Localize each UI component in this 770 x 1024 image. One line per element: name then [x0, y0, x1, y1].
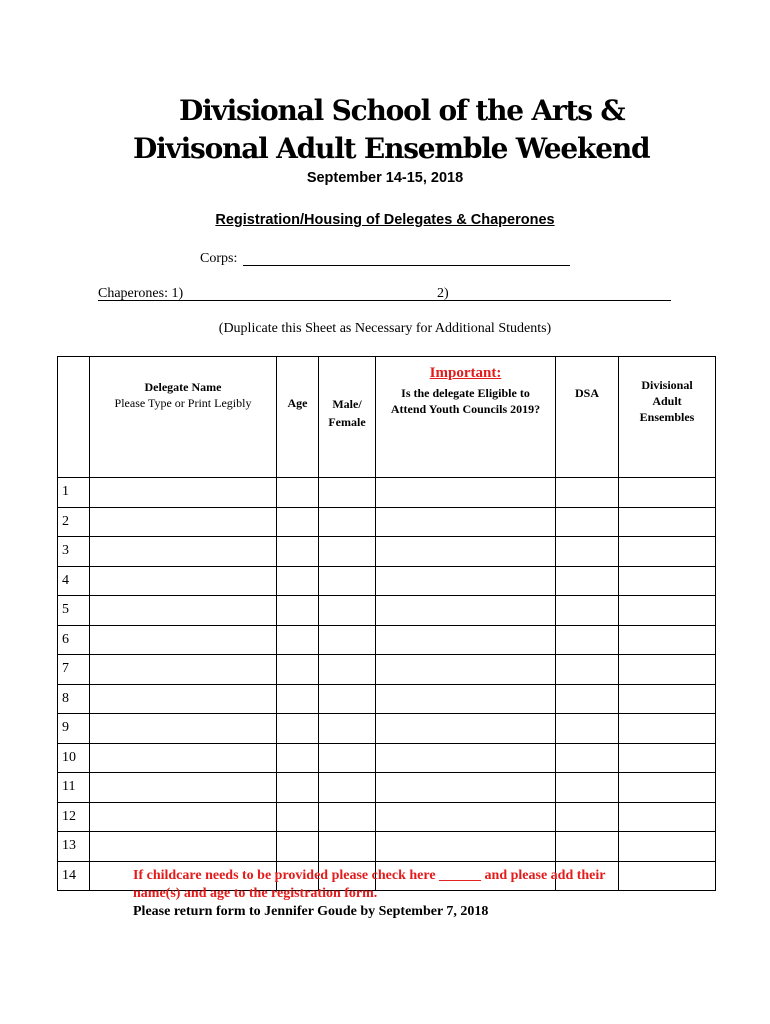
return-note: Please return form to Jennifer Goude by September 7, 2018	[133, 904, 489, 919]
row-number: 7	[58, 655, 90, 685]
header-number	[58, 357, 90, 478]
divisional-cell[interactable]	[619, 478, 716, 508]
delegate-name-cell[interactable]	[90, 537, 277, 567]
chaperone-2-field[interactable]	[437, 300, 671, 301]
row-number: 12	[58, 802, 90, 832]
male-female-cell[interactable]	[319, 596, 376, 626]
delegate-name-cell[interactable]	[90, 743, 277, 773]
header-delegate-name-sub: Please Type or Print Legibly	[114, 396, 252, 410]
dsa-cell[interactable]	[556, 832, 619, 862]
corps-label: Corps:	[200, 251, 238, 266]
divisional-cell[interactable]	[619, 537, 716, 567]
delegate-name-cell[interactable]	[90, 566, 277, 596]
divisional-cell[interactable]	[619, 861, 716, 891]
male-female-cell[interactable]	[319, 743, 376, 773]
delegate-name-cell[interactable]	[90, 832, 277, 862]
header-eligible-line-1: Is the delegate Eligible to	[401, 386, 530, 400]
male-female-cell[interactable]	[319, 714, 376, 744]
delegate-name-cell[interactable]	[90, 773, 277, 803]
header-dsa-label: DSA	[574, 386, 599, 400]
header-age-label: Age	[287, 396, 308, 410]
male-female-cell[interactable]	[319, 773, 376, 803]
dsa-cell[interactable]	[556, 684, 619, 714]
male-female-cell[interactable]	[319, 537, 376, 567]
header-dsa	[556, 357, 619, 478]
header-divisional-line-3: Ensembles	[639, 410, 695, 424]
delegate-name-cell[interactable]	[90, 478, 277, 508]
delegate-name-cell[interactable]	[90, 684, 277, 714]
header-female-label: Female	[328, 415, 366, 429]
dsa-cell[interactable]	[556, 537, 619, 567]
table-row	[58, 655, 716, 685]
male-female-cell[interactable]	[319, 802, 376, 832]
important-label: Important:	[429, 365, 502, 381]
divisional-cell[interactable]	[619, 625, 716, 655]
eligible-cell[interactable]	[376, 802, 556, 832]
row-number: 1	[58, 478, 90, 508]
age-cell[interactable]	[277, 743, 319, 773]
age-cell[interactable]	[277, 655, 319, 685]
male-female-cell[interactable]	[319, 478, 376, 508]
header-divisional-line-2: Adult	[652, 394, 682, 408]
form-title-line-2: Divisonal Adult Ensemble Weekend	[133, 132, 650, 165]
age-cell[interactable]	[277, 507, 319, 537]
male-female-cell[interactable]	[319, 625, 376, 655]
eligible-cell[interactable]	[376, 655, 556, 685]
divisional-cell[interactable]	[619, 832, 716, 862]
table-row	[58, 596, 716, 626]
chaperone-1-field[interactable]	[195, 300, 437, 301]
registration-heading-text: Registration/Housing of Delegates & Chaperones	[215, 212, 555, 228]
event-date: September 14-15, 2018	[306, 170, 464, 186]
divisional-cell[interactable]	[619, 655, 716, 685]
table-row	[58, 802, 716, 832]
childcare-note-line-1: If childcare needs to be provided please check here ______ and please add their	[133, 868, 606, 883]
age-cell[interactable]	[277, 478, 319, 508]
row-number: 13	[58, 832, 90, 862]
age-cell[interactable]	[277, 566, 319, 596]
table-row	[58, 566, 716, 596]
male-female-cell[interactable]	[319, 655, 376, 685]
dsa-cell[interactable]	[556, 714, 619, 744]
form-title-line-1: Divisional School of the Arts &	[179, 94, 625, 127]
delegate-name-cell[interactable]	[90, 714, 277, 744]
table-row	[58, 625, 716, 655]
eligible-cell[interactable]	[376, 507, 556, 537]
age-cell[interactable]	[277, 802, 319, 832]
table-row	[58, 478, 716, 508]
age-cell[interactable]	[277, 714, 319, 744]
divisional-cell[interactable]	[619, 566, 716, 596]
delegate-name-cell[interactable]	[90, 655, 277, 685]
dsa-cell[interactable]	[556, 743, 619, 773]
header-eligible-line-2: Attend Youth Councils 2019?	[390, 402, 541, 416]
age-cell[interactable]	[277, 773, 319, 803]
delegate-table-body	[58, 478, 716, 891]
divisional-cell[interactable]	[619, 714, 716, 744]
divisional-cell[interactable]	[619, 743, 716, 773]
divisional-cell[interactable]	[619, 773, 716, 803]
dsa-cell[interactable]	[556, 507, 619, 537]
dsa-cell[interactable]	[556, 655, 619, 685]
row-number: 5	[58, 596, 90, 626]
delegate-name-cell[interactable]	[90, 507, 277, 537]
dsa-cell[interactable]	[556, 566, 619, 596]
row-number: 2	[58, 507, 90, 537]
age-cell[interactable]	[277, 832, 319, 862]
age-cell[interactable]	[277, 684, 319, 714]
row-number: 9	[58, 714, 90, 744]
eligible-cell[interactable]	[376, 478, 556, 508]
dsa-cell[interactable]	[556, 802, 619, 832]
table-header-row	[58, 357, 716, 478]
age-cell[interactable]	[277, 537, 319, 567]
dsa-cell[interactable]	[556, 773, 619, 803]
header-eligible	[376, 357, 556, 478]
eligible-cell[interactable]	[376, 596, 556, 626]
chaperone-label-underline	[98, 300, 195, 301]
registration-heading	[0, 212, 770, 228]
corps-field[interactable]	[243, 265, 570, 266]
chaperone-2-label: 2)	[437, 286, 449, 301]
header-divisional-line-1: Divisional	[641, 378, 693, 392]
delegate-table	[57, 356, 716, 891]
row-number: 6	[58, 625, 90, 655]
dsa-cell[interactable]	[556, 625, 619, 655]
age-cell[interactable]	[277, 596, 319, 626]
delegate-name-cell[interactable]	[90, 625, 277, 655]
male-female-cell[interactable]	[319, 566, 376, 596]
eligible-cell[interactable]	[376, 773, 556, 803]
duplicate-note: (Duplicate this Sheet as Necessary for Additional Students)	[218, 321, 552, 336]
eligible-cell[interactable]	[376, 743, 556, 773]
chaperone-1-label: Chaperones: 1)	[98, 286, 184, 301]
header-delegate-name	[90, 357, 277, 478]
row-number: 14	[58, 861, 90, 891]
header-male-female	[319, 357, 376, 478]
dsa-cell[interactable]	[556, 478, 619, 508]
male-female-cell[interactable]	[319, 684, 376, 714]
age-cell[interactable]	[277, 625, 319, 655]
row-number: 4	[58, 566, 90, 596]
table-row	[58, 684, 716, 714]
row-number: 10	[58, 743, 90, 773]
header-delegate-name-label: Delegate Name	[144, 380, 222, 394]
childcare-note-line-2: name(s) and age to the registration form.	[133, 886, 378, 901]
header-male-label: Male/	[332, 397, 362, 411]
table-row	[58, 773, 716, 803]
row-number: 3	[58, 537, 90, 567]
eligible-cell[interactable]	[376, 832, 556, 862]
delegate-name-cell[interactable]	[90, 596, 277, 626]
male-female-cell[interactable]	[319, 507, 376, 537]
delegate-name-cell[interactable]	[90, 802, 277, 832]
table-row	[58, 507, 716, 537]
eligible-cell[interactable]	[376, 537, 556, 567]
divisional-cell[interactable]	[619, 507, 716, 537]
eligible-cell[interactable]	[376, 714, 556, 744]
table-row	[58, 832, 716, 862]
row-number: 11	[58, 773, 90, 803]
divisional-cell[interactable]	[619, 684, 716, 714]
eligible-cell[interactable]	[376, 684, 556, 714]
table-row	[58, 714, 716, 744]
divisional-cell[interactable]	[619, 596, 716, 626]
divisional-cell[interactable]	[619, 802, 716, 832]
table-row	[58, 743, 716, 773]
table-row	[58, 537, 716, 567]
male-female-cell[interactable]	[319, 832, 376, 862]
eligible-cell[interactable]	[376, 566, 556, 596]
eligible-cell[interactable]	[376, 625, 556, 655]
row-number: 8	[58, 684, 90, 714]
header-divisional-adult-ensembles	[619, 357, 716, 478]
header-age	[277, 357, 319, 478]
dsa-cell[interactable]	[556, 596, 619, 626]
